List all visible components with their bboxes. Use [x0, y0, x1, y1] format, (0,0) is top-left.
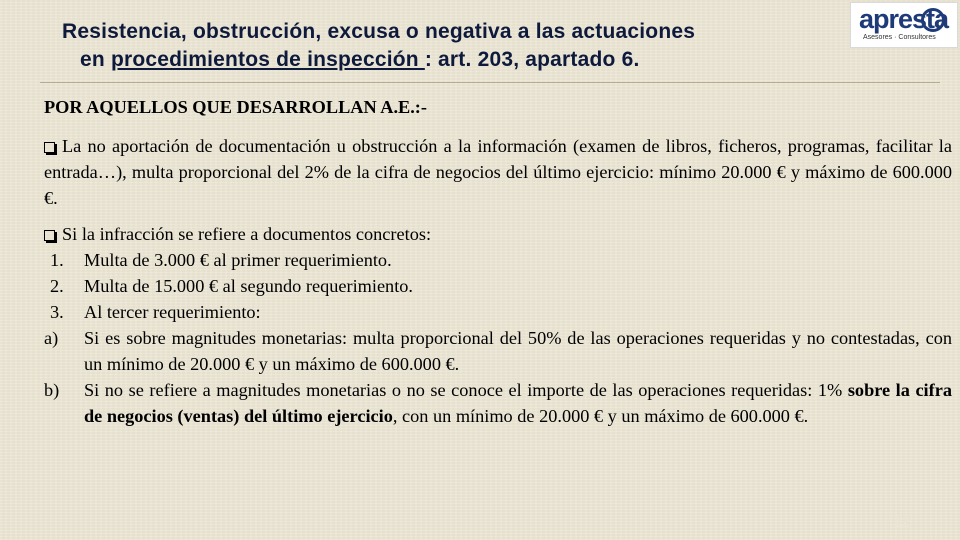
numbered-item — [44, 247, 952, 273]
item-marker: 3. — [50, 302, 64, 322]
item-text: Al tercer requerimiento: — [84, 302, 261, 322]
item-marker: 2. — [50, 276, 64, 296]
slide-body — [44, 86, 952, 429]
logo-tagline: Asesores · Consultores — [863, 34, 936, 41]
item-text: Multa de 15.000 € al segundo requerimiento. — [84, 276, 413, 296]
page-number: 12 — [893, 514, 910, 531]
numbered-item — [44, 273, 952, 299]
item-text-bold: sobre la cifra de negocios (ventas) del último ejercicio — [84, 380, 952, 426]
title-line-2 — [62, 46, 822, 74]
bullet-item — [44, 221, 952, 247]
item-marker: 1. — [50, 250, 64, 270]
numbered-item — [44, 299, 952, 325]
lettered-item — [44, 377, 952, 429]
logo-brand: apresta — [859, 4, 949, 34]
item-marker: a) — [44, 328, 59, 348]
lettered-item — [44, 325, 952, 377]
checkbox-bullet-icon — [44, 230, 55, 241]
logo-ring-icon — [921, 8, 945, 32]
item-text-after: , con un mínimo de 20.000 € y un máximo de 600.000 €. — [392, 406, 809, 426]
item-text-before: Si no se refiere a magnitudes monetarias o no se conoce el importe de las operaciones requeridas: 1% — [84, 380, 848, 400]
item-marker: b) — [44, 380, 60, 400]
title-prefix: en — [80, 48, 111, 71]
title-divider — [40, 82, 940, 83]
item-text: Multa de 3.000 € al primer requerimiento. — [84, 250, 392, 270]
title-underlined: procedimientos de inspección — [110, 48, 425, 71]
title-suffix: : art. 203, apartado 6. — [424, 48, 640, 71]
title-line-1: Resistencia, obstrucción, excusa o negativa a las actuaciones — [62, 20, 696, 43]
item-text: Si es sobre magnitudes monetarias: multa proporcional del 50% de las operaciones requeridas y no contestadas, con un mínimo de 20.000 € y un máximo de 600.000 €. — [84, 328, 952, 374]
slide-title — [62, 18, 822, 74]
checkbox-bullet-icon — [44, 142, 55, 153]
section-heading: POR AQUELLOS QUE DESARROLLAN A.E.:- — [44, 97, 427, 117]
bullet-item — [44, 133, 952, 211]
bullet-text: La no aportación de documentación u obstrucción a la información (examen de libros, ficheros, programas, facilitar la entrada…), multa proporcional del 2% de la cifra de negocios del último ejercicio: mínimo 20.000 € y máximo de 600.000 €. — [44, 136, 952, 208]
company-logo — [850, 2, 958, 48]
bullet-text: Si la infracción se refiere a documentos concretos: — [62, 224, 432, 244]
